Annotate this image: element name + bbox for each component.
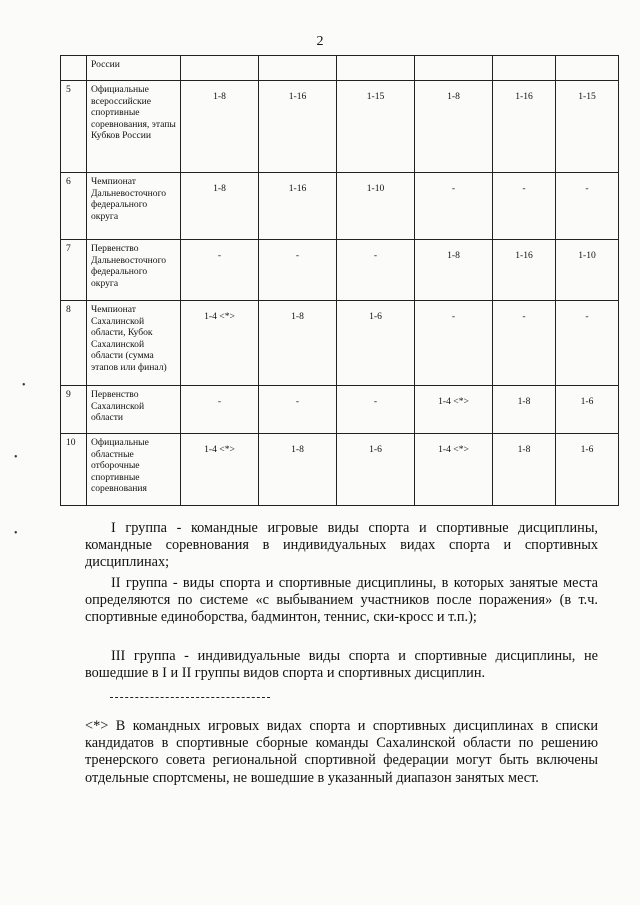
place-range: 1-4 <*> (415, 386, 493, 434)
place-range: 1-8 (259, 301, 337, 386)
group-2-definition: II группа - виды спорта и спортивные дисциплины, в которых занятые места определяются по системе «с выбыванием участников после поражения» (в т.ч. спортивные единоборства, бадминтон, теннис, ски-кросс и т.п.); (85, 575, 598, 626)
place-range: 1-8 (493, 434, 556, 506)
place-range: - (181, 240, 259, 301)
place-range: - (337, 386, 415, 434)
competition-name: Первенство Сахалинской области (87, 386, 181, 434)
place-range: 1-16 (493, 81, 556, 173)
group-1-definition: I группа - командные игровые виды спорта и спортивные дисциплины, командные соревнования в индивидуальных видах спорта и спортивных дисциплинах; (85, 520, 598, 571)
table-row (61, 301, 619, 386)
place-range: 1-4 <*> (415, 434, 493, 506)
table-row (61, 173, 619, 240)
place-range: - (493, 173, 556, 240)
place-range (415, 56, 493, 81)
place-range: 1-6 (337, 434, 415, 506)
scan-mark: • (14, 528, 18, 539)
scan-mark: • (22, 380, 26, 391)
place-range: 1-4 <*> (181, 301, 259, 386)
place-range (181, 56, 259, 81)
row-number: 6 (61, 173, 87, 240)
place-range: - (556, 173, 619, 240)
place-range: 1-6 (337, 301, 415, 386)
place-range: 1-16 (259, 173, 337, 240)
table-row (61, 434, 619, 506)
place-range: - (493, 301, 556, 386)
place-range (493, 56, 556, 81)
place-range: - (556, 301, 619, 386)
place-range: 1-10 (556, 240, 619, 301)
place-range: 1-15 (337, 81, 415, 173)
competition-name: Официальные всероссийские спортивные соревнования, этапы Кубков России (87, 81, 181, 173)
page-number: 2 (316, 34, 324, 49)
table-row (61, 81, 619, 173)
place-range (556, 56, 619, 81)
footnote: <*> В командных игровых видах спорта и спортивных дисциплинах в списки кандидатов в спортивные сборные команды Сахалинской области по решению тренерского совета региональной спортивной федерации могут быть включены отдельные спортсмены, не вошедшие в указанный диапазон занятых мест. (85, 718, 598, 786)
row-number: 8 (61, 301, 87, 386)
place-range: 1-8 (181, 173, 259, 240)
place-range: 1-8 (415, 240, 493, 301)
scan-mark: • (14, 452, 18, 463)
place-range: 1-8 (415, 81, 493, 173)
row-number: 7 (61, 240, 87, 301)
row-number: 10 (61, 434, 87, 506)
place-range: 1-8 (181, 81, 259, 173)
place-range (337, 56, 415, 81)
row-number: 5 (61, 81, 87, 173)
place-range: 1-8 (493, 386, 556, 434)
results-table (60, 55, 619, 506)
place-range: - (259, 240, 337, 301)
competition-name: Официальные областные отборочные спортивные соревнования (87, 434, 181, 506)
group-3-definition: III группа - индивидуальные виды спорта и спортивные дисциплины, не вошедшие в I и II группы видов спорта и спортивных дисциплин. (85, 648, 598, 682)
place-range: 1-8 (259, 434, 337, 506)
competition-name: Первенство Дальневосточного федерального округа (87, 240, 181, 301)
table-row (61, 386, 619, 434)
place-range: - (181, 386, 259, 434)
place-range: 1-16 (493, 240, 556, 301)
row-number: 9 (61, 386, 87, 434)
place-range: 1-15 (556, 81, 619, 173)
place-range: - (415, 301, 493, 386)
place-range: 1-6 (556, 434, 619, 506)
table-row (61, 56, 619, 81)
competition-name: Чемпионат Дальневосточного федерального округа (87, 173, 181, 240)
place-range: 1-4 <*> (181, 434, 259, 506)
place-range: - (415, 173, 493, 240)
footnote-separator (110, 697, 270, 698)
place-range: - (259, 386, 337, 434)
table-row (61, 240, 619, 301)
competition-name: Чемпионат Сахалинской области, Кубок Сахалинской области (сумма этапов или финал) (87, 301, 181, 386)
place-range: 1-10 (337, 173, 415, 240)
place-range (259, 56, 337, 81)
row-number (61, 56, 87, 81)
place-range: 1-16 (259, 81, 337, 173)
competition-name: России (87, 56, 181, 81)
place-range: - (337, 240, 415, 301)
place-range: 1-6 (556, 386, 619, 434)
